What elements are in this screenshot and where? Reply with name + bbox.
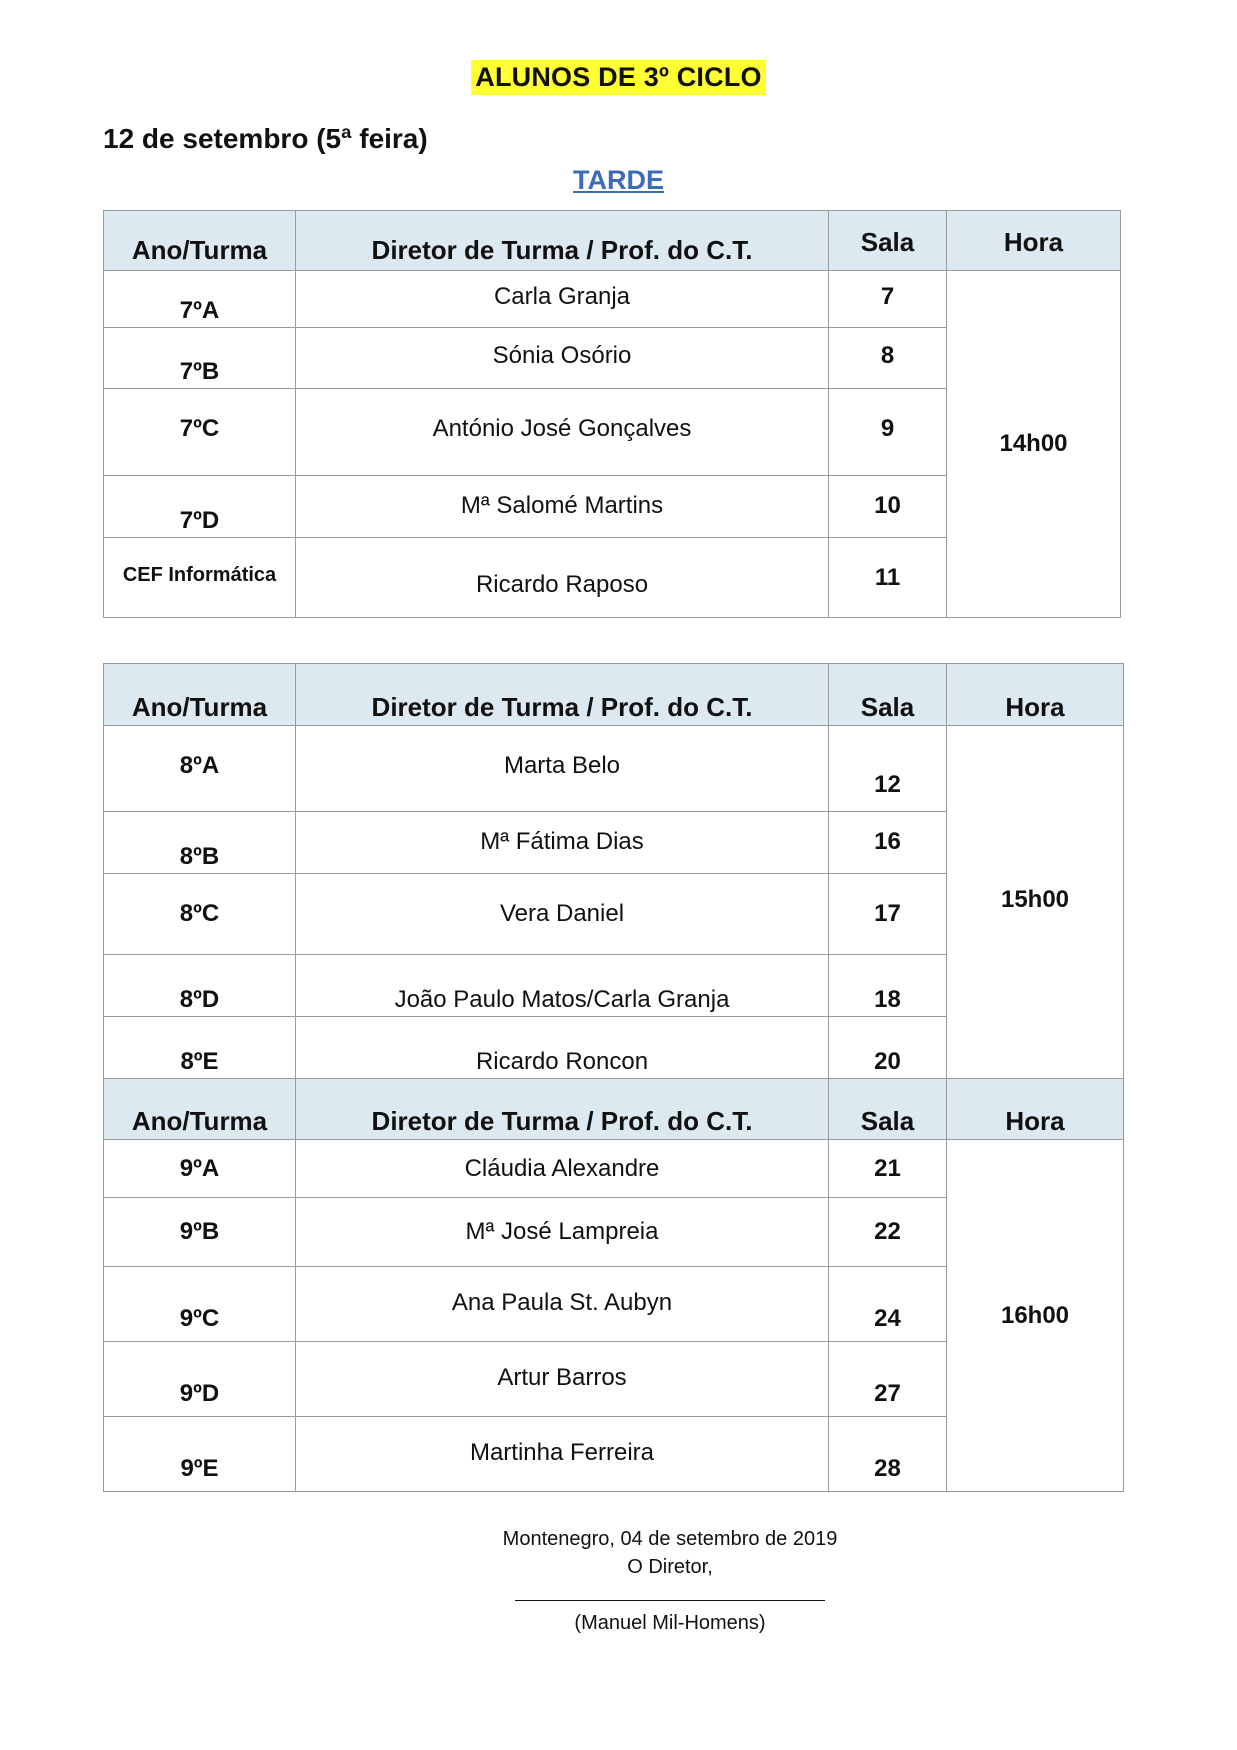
place-date: Montenegro, 04 de setembro de 2019 xyxy=(502,1528,838,1550)
header-sala: Sala xyxy=(829,1079,947,1140)
sala-cell: 9 xyxy=(829,389,947,476)
prof-cell: Marta Belo xyxy=(296,726,829,812)
turma-cell: 9ºB xyxy=(104,1198,296,1267)
turma-cell: 9ºC xyxy=(104,1267,296,1342)
prof-cell: Artur Barros xyxy=(296,1342,829,1417)
turma-cell: 8ºD xyxy=(104,955,296,1017)
header-turma: Ano/Turma xyxy=(104,211,296,271)
turma-cell: 8ºB xyxy=(104,812,296,874)
page-title: ALUNOS DE 3º CICLO xyxy=(471,60,765,95)
signer-name: (Manuel Mil-Homens) xyxy=(574,1612,766,1634)
turma-cell: 7ºD xyxy=(104,476,296,538)
schedule-table-7 xyxy=(103,210,1121,618)
table-header-row xyxy=(104,211,1121,271)
signature-block xyxy=(0,1525,1237,1637)
prof-cell: Martinha Ferreira xyxy=(296,1417,829,1492)
signature-line xyxy=(0,1581,1237,1609)
prof-cell: Sónia Osório xyxy=(296,328,829,389)
table-row xyxy=(104,271,1121,328)
hora-cell: 14h00 xyxy=(947,271,1121,618)
sala-cell: 22 xyxy=(829,1198,947,1267)
table-row xyxy=(104,1140,1124,1198)
sala-cell: 28 xyxy=(829,1417,947,1492)
sala-cell: 18 xyxy=(829,955,947,1017)
sala-cell: 8 xyxy=(829,328,947,389)
turma-cell: 8ºA xyxy=(104,726,296,812)
prof-cell: Vera Daniel xyxy=(296,874,829,955)
header-sala: Sala xyxy=(829,211,947,271)
header-hora: Hora xyxy=(947,1079,1124,1140)
schedule-table-8-9 xyxy=(103,663,1124,1492)
turma-cell: 7ºA xyxy=(104,271,296,328)
title-wrapper xyxy=(0,60,1237,95)
header-sala: Sala xyxy=(829,664,947,726)
prof-cell: Mª Fátima Dias xyxy=(296,812,829,874)
prof-cell: Mª Salomé Martins xyxy=(296,476,829,538)
sala-cell: 17 xyxy=(829,874,947,955)
prof-cell: Ricardo Raposo xyxy=(296,538,829,618)
turma-cell: CEF Informática xyxy=(104,538,296,618)
sala-cell: 12 xyxy=(829,726,947,812)
table-row xyxy=(104,726,1124,812)
sala-cell: 7 xyxy=(829,271,947,328)
sala-cell: 11 xyxy=(829,538,947,618)
turma-cell: 8ºE xyxy=(104,1017,296,1079)
sala-cell: 10 xyxy=(829,476,947,538)
table-header-row xyxy=(104,664,1124,726)
date-heading: 12 de setembro (5ª feira) xyxy=(103,123,428,154)
sala-cell: 21 xyxy=(829,1140,947,1198)
signer-role: O Diretor, xyxy=(627,1556,713,1578)
sala-cell: 16 xyxy=(829,812,947,874)
sala-cell: 27 xyxy=(829,1342,947,1417)
header-prof: Diretor de Turma / Prof. do C.T. xyxy=(296,664,829,726)
turma-cell: 7ºC xyxy=(104,389,296,476)
header-hora: Hora xyxy=(947,664,1124,726)
header-hora: Hora xyxy=(947,211,1121,271)
prof-cell: António José Gonçalves xyxy=(296,389,829,476)
hora-cell: 16h00 xyxy=(947,1140,1124,1492)
sala-cell: 24 xyxy=(829,1267,947,1342)
turma-cell: 9ºD xyxy=(104,1342,296,1417)
turma-cell: 9ºE xyxy=(104,1417,296,1492)
prof-cell: Ana Paula St. Aubyn xyxy=(296,1267,829,1342)
header-turma: Ano/Turma xyxy=(104,664,296,726)
header-prof: Diretor de Turma / Prof. do C.T. xyxy=(296,211,829,271)
turma-cell: 9ºA xyxy=(104,1140,296,1198)
turma-cell: 7ºB xyxy=(104,328,296,389)
hora-cell: 15h00 xyxy=(947,726,1124,1079)
sala-cell: 20 xyxy=(829,1017,947,1079)
prof-cell: Carla Granja xyxy=(296,271,829,328)
header-turma: Ano/Turma xyxy=(104,1079,296,1140)
header-prof: Diretor de Turma / Prof. do C.T. xyxy=(296,1079,829,1140)
prof-cell: Ricardo Roncon xyxy=(296,1017,829,1079)
prof-cell: Mª José Lampreia xyxy=(296,1198,829,1267)
period-heading: TARDE xyxy=(573,165,664,195)
prof-cell: Cláudia Alexandre xyxy=(296,1140,829,1198)
prof-cell: João Paulo Matos/Carla Granja xyxy=(296,955,829,1017)
turma-cell: 8ºC xyxy=(104,874,296,955)
table-header-row xyxy=(104,1079,1124,1140)
